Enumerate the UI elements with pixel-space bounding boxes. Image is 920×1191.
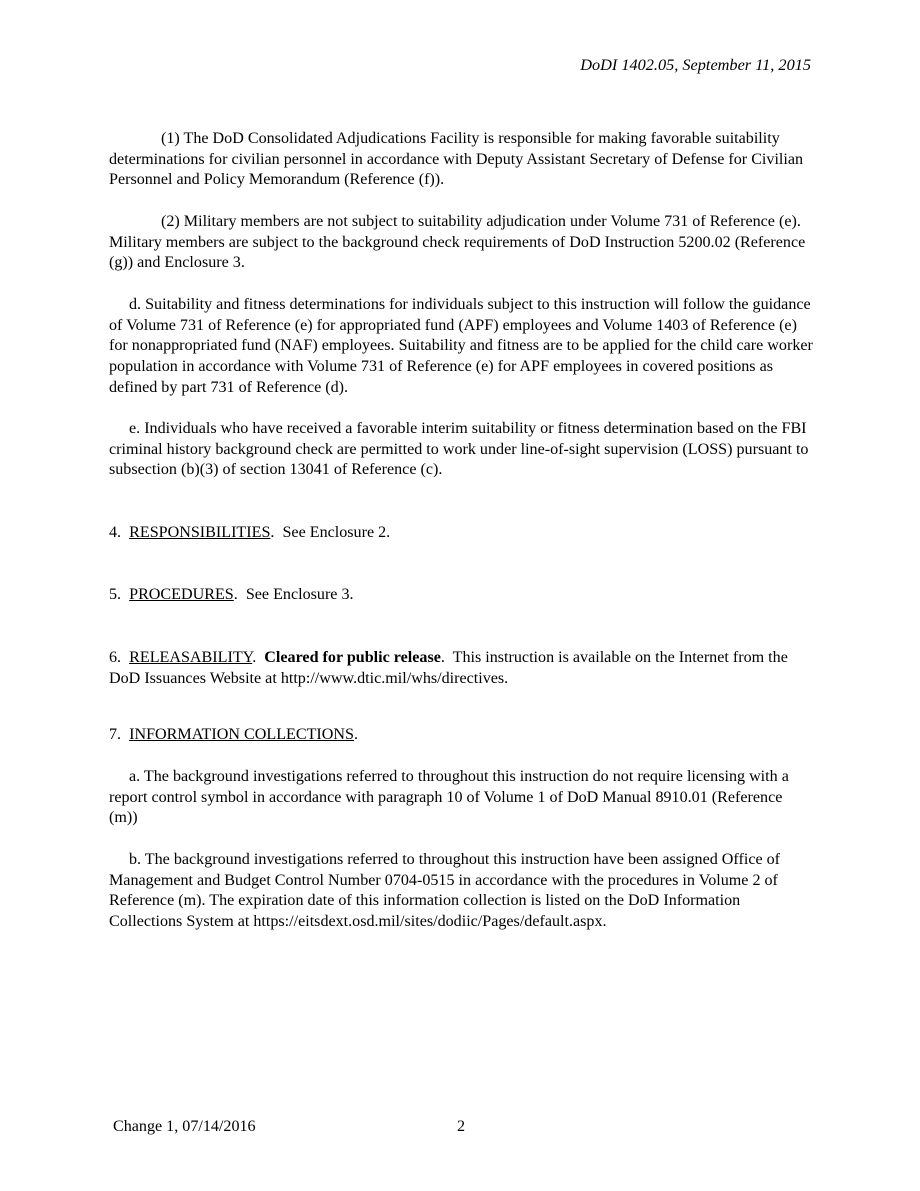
- section-6-paragraph: [109, 648, 814, 689]
- section-6-number: 6.: [109, 649, 130, 666]
- section-4-number: 4.: [109, 524, 130, 541]
- section-5-text: . See Enclosure 3.: [233, 586, 354, 603]
- section-4-text: . See Enclosure 2.: [270, 524, 391, 541]
- footer-page-number: 2: [457, 1118, 466, 1135]
- document-header: DoDI 1402.05, September 11, 2015: [580, 55, 811, 74]
- section-6-text: . This instruction is available on the Internet from the DoD Issuances Website at http://www.dtic.mil/whs/directives.: [109, 649, 792, 687]
- paragraph-7b: b. The background investigations referred to throughout this instruction have been assigned Office of Management and Budget Control Number 0704-0515 in accordance with the procedures in Volume 2 of Reference (m). The expiration date of this information collection is listed on the DoD Information Collections System at https://eitsdext.osd.mil/sites/dodiic/Pages/default.aspx.: [109, 851, 781, 931]
- section-6-bold: Cleared for public release: [264, 649, 441, 666]
- section-5-title: PROCEDURES: [129, 586, 234, 603]
- section-5-number: 5.: [109, 586, 130, 603]
- section-7-text: .: [354, 726, 359, 743]
- section-7-heading: [109, 725, 814, 746]
- paragraph-7a: a. The background investigations referred to throughout this instruction do not require licensing with a report control symbol in accordance with paragraph 10 of Volume 1 of DoD Manual 8910.01 (Reference (m)): [109, 768, 789, 827]
- section-7-title: INFORMATION COLLECTIONS: [129, 726, 354, 743]
- section-5-heading: [109, 585, 814, 606]
- section-4-title: RESPONSIBILITIES: [129, 524, 271, 541]
- paragraph-c2: (2) Military members are not subject to suitability adjudication under Volume 731 of Reference (e). Military members are subject to the background check requirements of DoD Instruction 5200.02 (Reference (g)) and Enclosure 3.: [109, 213, 806, 272]
- section-7-number: 7.: [109, 726, 130, 743]
- section-4-heading: [109, 523, 814, 544]
- paragraph-c1: (1) The DoD Consolidated Adjudications Facility is responsible for making favorable suitability determinations for civilian personnel in accordance with Deputy Assistant Secretary of Defense for Civilian Personnel and Policy Memorandum (Reference (f)).: [109, 130, 804, 189]
- section-6-title: RELEASABILITY: [129, 649, 253, 666]
- paragraph-d: d. Suitability and fitness determinations for individuals subject to this instruction will follow the guidance of Volume 731 of Reference (e) for appropriated fund (APF) employees and Volume 1403 of Reference (e) for nonappropriated fund (NAF) employees. Suitability and fitness are to be applied for the child care worker population in accordance with Volume 731 of Reference (e) for APF employees in covered positions as defined by part 731 of Reference (d).: [109, 296, 813, 396]
- footer-change-date: Change 1, 07/14/2016: [113, 1118, 256, 1135]
- paragraph-e: e. Individuals who have received a favorable interim suitability or fitness determination based on the FBI criminal history background check are permitted to work under line-of-sight supervision (LOSS) pursuant to subsection (b)(3) of section 13041 of Reference (c).: [109, 420, 809, 479]
- section-6-sep: .: [252, 649, 265, 666]
